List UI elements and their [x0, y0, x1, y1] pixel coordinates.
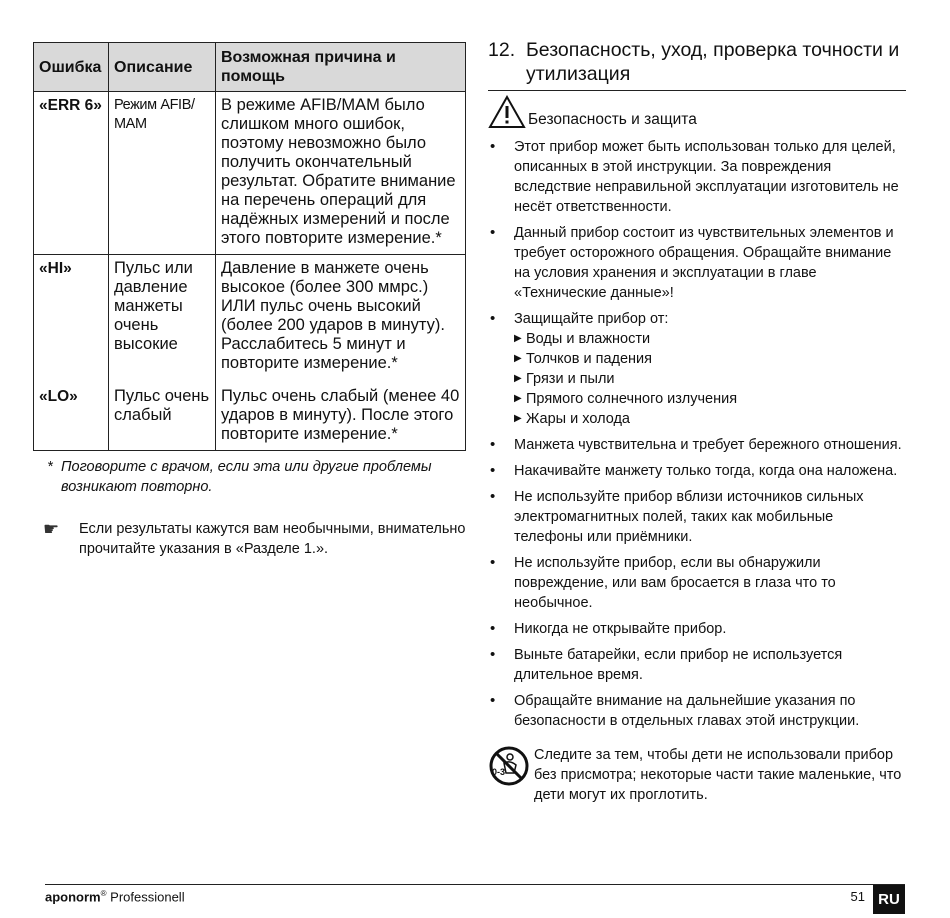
pointing-hand-icon: ☛	[43, 519, 60, 539]
safety-subheading	[488, 95, 906, 129]
protect-item: ▶ Толчков и падения	[514, 351, 652, 367]
children-warning	[488, 745, 906, 805]
table-header-row	[34, 43, 466, 92]
safety-subtitle: Безопасность и защита	[528, 111, 697, 128]
page-number: 51	[850, 889, 865, 904]
table-row	[34, 92, 466, 255]
warning-icon	[488, 95, 526, 129]
page-footer	[45, 884, 905, 908]
error-help: Пульс очень слабый (менее 40 ударов в минуту). После этого повторите измерение.*	[216, 379, 466, 451]
registered-mark: ®	[100, 889, 107, 898]
list-item: • Накачивайте манжету только тогда, когда она наложена.	[488, 461, 906, 481]
footnote-text: Поговорите с врачом, если эта или другие проблемы возникают повторно.	[61, 459, 432, 495]
protect-item: ▶ Грязи и пыли	[514, 371, 615, 387]
error-help: Давление в манжете очень высокое (более 300 ммрс.) ИЛИ пульс очень высокий (более 200 ударов в минуту). Расслабитесь 5 минут и повторите измерение.*	[216, 255, 466, 380]
header-error: Ошибка	[34, 43, 109, 92]
product-name: Professionell	[110, 889, 185, 905]
list-item: • Обращайте внимание на дальнейшие указания по безопасности в отдельных главах этой инструкции.	[488, 691, 906, 731]
header-description: Описание	[109, 43, 216, 92]
heading-divider	[488, 90, 906, 91]
age-label: 0-3	[492, 767, 506, 777]
protect-item: ▶ Жары и холода	[514, 411, 630, 427]
header-cause-help: Возможная причина и помощь	[216, 43, 466, 92]
list-item	[488, 309, 906, 429]
error-description: Пульс очень слабый	[109, 379, 216, 451]
list-item: • Этот прибор может быть использован только для целей, описанных в этой инструкции. За повреждения вследствие неправильной эксплуатации изготовитель не несёт ответственности.	[488, 137, 906, 217]
footer-brand	[45, 889, 185, 904]
error-description: Режим AFIB/ МАМ	[109, 92, 216, 255]
protect-list	[514, 329, 906, 429]
error-table	[33, 42, 466, 451]
hint	[33, 519, 466, 559]
error-code: «HI»	[34, 255, 109, 380]
list-item: • Выньте батарейки, если прибор не используется длительное время.	[488, 645, 906, 685]
children-warning-text: Следите за тем, чтобы дети не использовали прибор без присмотра; некоторые части такие маленькие, что дети могут их проглотить.	[534, 747, 902, 803]
list-item: • Не используйте прибор, если вы обнаружили повреждение, или вам бросается в глаза что то необычное.	[488, 553, 906, 613]
brand-name: aponorm	[45, 889, 101, 905]
table-row	[34, 379, 466, 451]
error-code: «LO»	[34, 379, 109, 451]
safety-list	[488, 137, 906, 731]
protect-item: ▶ Воды и влажности	[514, 331, 651, 347]
list-item: • Данный прибор состоит из чувствительных элементов и требует осторожного обращения. Обращайте внимание на условия хранения и эксплуатации в главе «Технические данные»!	[488, 223, 906, 303]
no-children-icon	[488, 745, 530, 787]
footnote-mark: *	[47, 459, 53, 475]
hint-text: Если результаты кажутся вам необычными, внимательно прочитайте указания в «Разделе 1.».	[79, 521, 466, 557]
triangle-right-icon: ▶	[514, 333, 522, 344]
list-item: • Никогда не открывайте прибор.	[488, 619, 906, 639]
language-badge: RU	[873, 885, 905, 914]
section-number: 12.	[488, 39, 516, 61]
triangle-right-icon: ▶	[514, 353, 522, 364]
footnote	[33, 457, 466, 497]
section-heading	[488, 38, 906, 86]
error-code: «ERR 6»	[34, 92, 109, 255]
protect-intro: Защищайте прибор от:	[514, 311, 669, 327]
triangle-right-icon: ▶	[514, 393, 522, 404]
triangle-right-icon: ▶	[514, 413, 522, 424]
triangle-right-icon: ▶	[514, 373, 522, 384]
protect-item: ▶ Прямого солнечного излучения	[514, 391, 738, 407]
error-description: Пульс или давление манжеты очень высокие	[109, 255, 216, 380]
left-column	[33, 42, 466, 559]
right-column	[488, 38, 906, 805]
error-help: В режиме AFIB/MAM было слишком много ошибок, поэтому невозможно было получить окончательный результат. Обратите внимание на перечень операций для надёжных измерений и после этого повторите измерение.*	[216, 92, 466, 255]
list-item: • Манжета чувствительна и требует бережного отношения.	[488, 435, 906, 455]
table-row	[34, 255, 466, 380]
section-title: Безопасность, уход, проверка точности и утилизация	[526, 39, 900, 85]
list-item: • Не используйте прибор вблизи источников сильных электромагнитных полей, таких как мобильные телефоны или приёмники.	[488, 487, 906, 547]
